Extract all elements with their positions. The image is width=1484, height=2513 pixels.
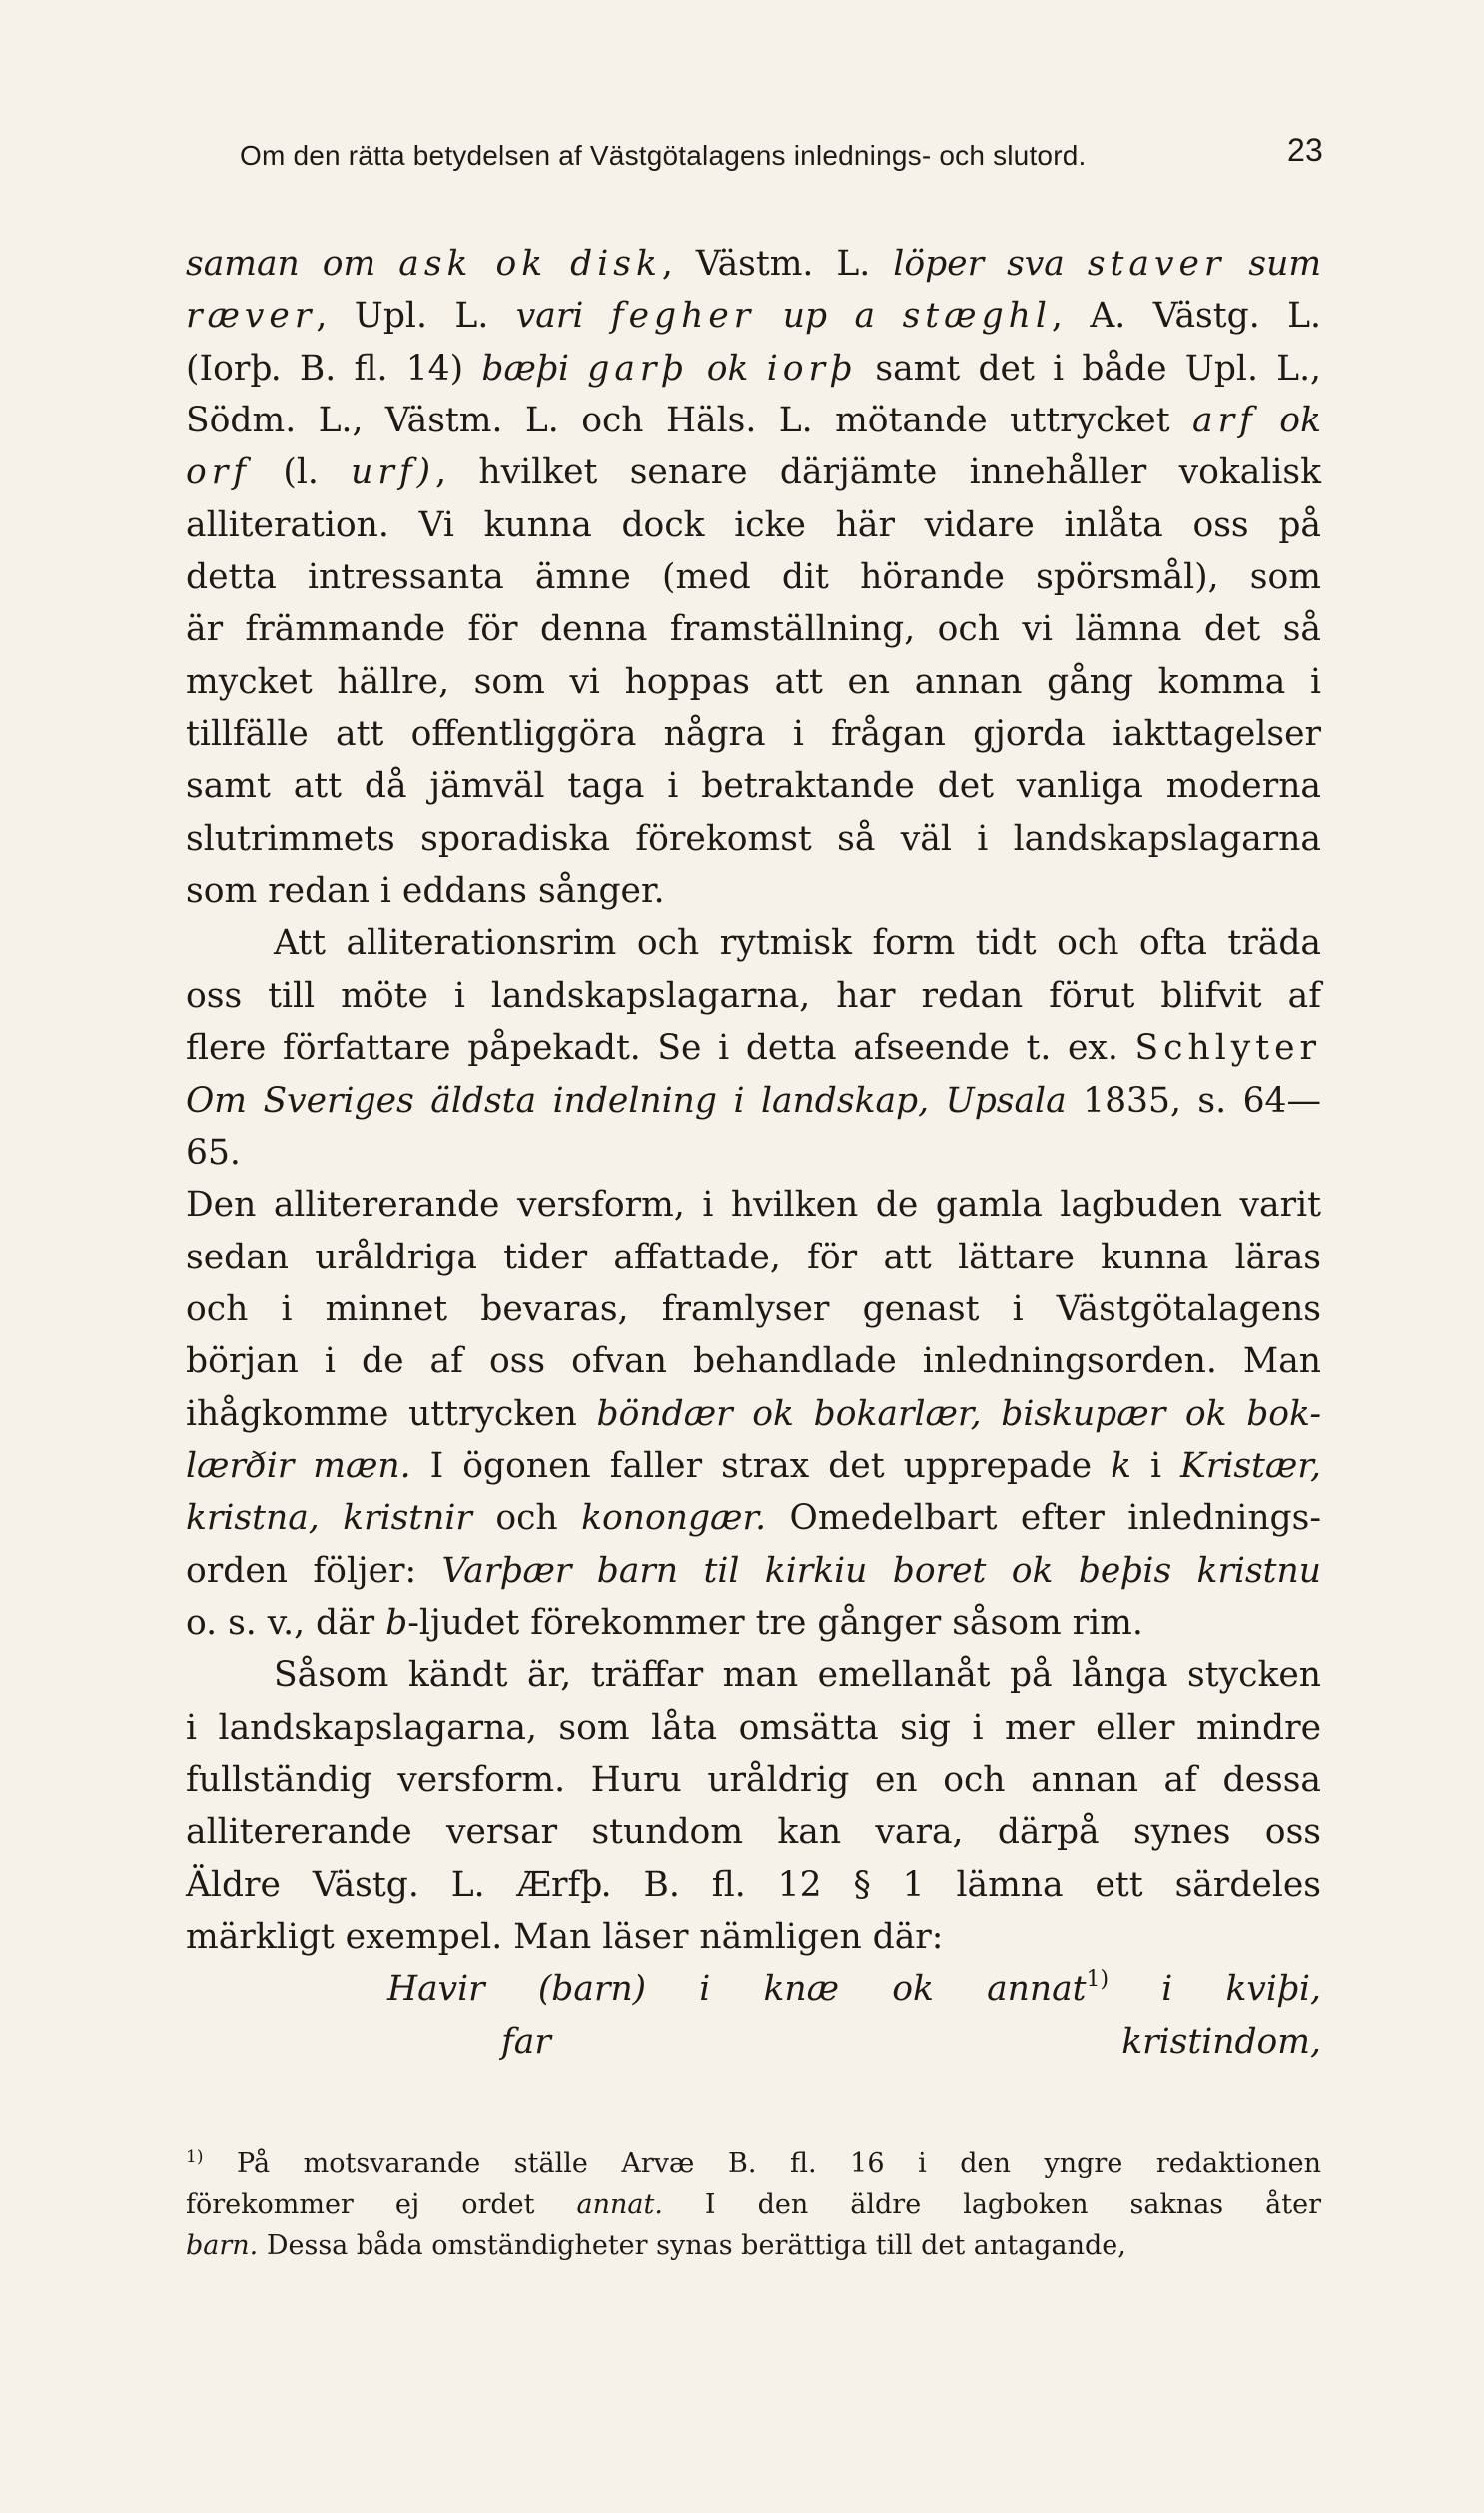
footnote-marker: 1) [1086, 1967, 1110, 1993]
text-line: Äldre Västg. L. Ærfþ. B. fl. 12 § 1 lämna ett särdeles [186, 1864, 1321, 1905]
text-line: i landskapslagarna, som låta omsätta sig i mer eller mindre [186, 1707, 1321, 1748]
text-line: tillfälle att offentliggöra några i frågan gjorda iakttagelser [186, 714, 1321, 755]
footnotes [186, 2143, 1321, 2266]
running-title: Om den rätta betydelsen af Västgötalagens inlednings- och slutord. [240, 140, 1087, 171]
footnote-marker: 1) [186, 2147, 204, 2167]
text-line: ræver, Upl. L. vari fegher up a stæghl, A. Västg. L. [186, 296, 1322, 337]
text-line: Södm. L., Västm. L. och Häls. L. mötande uttrycket arf ok [186, 401, 1321, 441]
page-number: 23 [1287, 132, 1323, 168]
text-line: detta intressanta ämne (med dit hörande spörsmål), som [186, 557, 1321, 598]
text-line: sedan uråldriga tider affattade, för att lättare kunna läras [186, 1237, 1321, 1277]
text-line: o. s. v., där b-ljudet förekommer tre gånger såsom rim. [186, 1602, 1143, 1643]
footnote-line: barn. Dessa båda omständigheter synas berättiga till det antagande, [186, 2230, 1126, 2261]
text-line: kristna, kristnir och konongær. Omedelbart efter inlednings- [186, 1498, 1322, 1539]
text-line: ihågkomme uttrycken böndær ok bokarlær, biskupær ok bok- [186, 1393, 1321, 1434]
text-line: saman om ask ok disk, Västm. L. löper sva staver sum [186, 244, 1322, 284]
text-line: Att alliterationsrim och rytmisk form tidt och ofta träda [274, 923, 1321, 964]
text-line: orden följer: Varþær barn til kirkiu boret ok beþis kristnu [186, 1550, 1321, 1591]
text-line: som redan i eddans sånger. [186, 871, 665, 912]
footnote-line: förekommer ej ordet annat. I den äldre lagboken saknas åter [186, 2189, 1321, 2220]
text-line: är främmande för denna framställning, och vi lämna det så [186, 609, 1321, 650]
text-line: (Iorþ. B. fl. 14) bæþi garþ ok iorþ samt det i både Upl. L., [186, 348, 1322, 389]
verse-line: Havir (barn) i knæ ok annat$^{1)}$ i kviþi, [387, 1967, 1321, 2010]
text-line: slutrimmets sporadiska förekomst så väl i landskapslagarna [186, 818, 1321, 859]
text-line: alliteration. Vi kunna dock icke här vidare inlåta oss på [186, 504, 1321, 545]
verse-line: far kristindom, [501, 2021, 1321, 2062]
text-line: flere författare påpekadt. Se i detta afseende t. ex. Schlyter [186, 1028, 1321, 1069]
footnote-line: $^{1)}$ På motsvarande ställe Arvæ B. fl. 16 i den yngre redaktionen [186, 2147, 1321, 2179]
text-line: Den allitererande versform, i hvilken de gamla lagbuden varit [186, 1185, 1321, 1226]
text-line: Såsom kändt är, träffar man emellanåt på långa stycken [274, 1655, 1321, 1696]
text-line: orf (l. urf), hvilket senare därjämte innehåller vokalisk [186, 452, 1321, 493]
text-line: Om Sveriges äldsta indelning i landskap, Upsala 1835, s. 64—65. [186, 1080, 1321, 1173]
text-line: allitererande versar stundom kan vara, därpå synes oss [186, 1812, 1321, 1853]
text-line: lærðir mæn. I ögonen faller strax det upprepade k i Kristær, [186, 1445, 1322, 1486]
text-line: samt att då jämväl taga i betraktande det vanliga moderna [186, 766, 1321, 807]
body-text [186, 238, 1321, 2068]
text-line: och i minnet bevaras, framlyser genast i Västgötalagens [186, 1288, 1321, 1329]
text-line: oss till möte i landskapslagarna, har redan förut blifvit af [186, 975, 1321, 1016]
running-header [240, 132, 1323, 172]
text-line: fullständig versform. Huru uråldrig en och annan af dessa [186, 1759, 1321, 1800]
text-line: märkligt exempel. Man läser nämligen där: [186, 1917, 944, 1957]
text-line: mycket hällre, som vi hoppas att en annan gång komma i [186, 661, 1321, 702]
text-line: början i de af oss ofvan behandlade inledningsorden. Man [186, 1341, 1321, 1382]
